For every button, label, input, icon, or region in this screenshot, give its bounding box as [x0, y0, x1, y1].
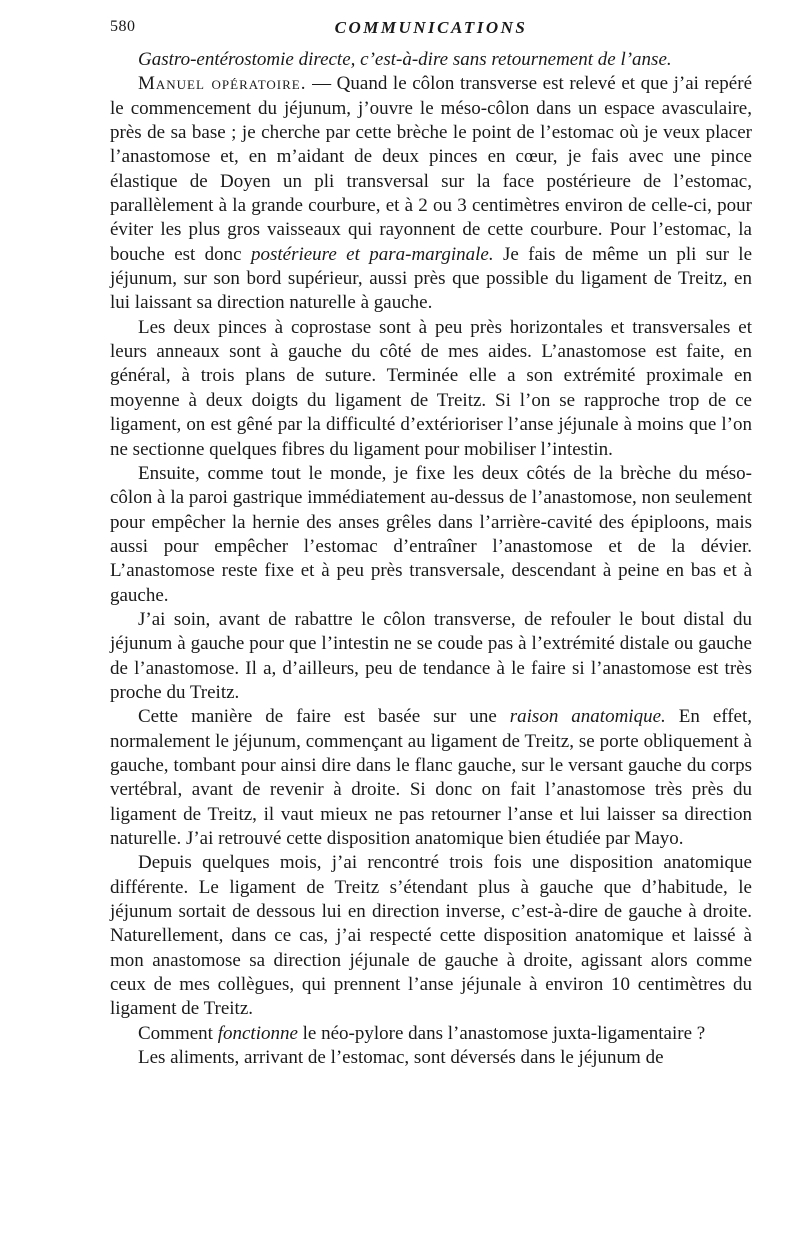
running-head: COMMUNICATIONS [334, 18, 528, 37]
emphasis-text: fonctionne [217, 1022, 298, 1044]
paragraph-8: Les aliments, arrivant de l’estomac, sont déversés dans le jéjunum de [138, 1047, 664, 1069]
page-header [110, 0, 752, 44]
section-title-text: Gastro-entérostomie directe, c’est-à-dire sans retournement de l’anse. [138, 49, 672, 70]
paragraph-1 [110, 72, 752, 315]
paragraph-7 [110, 1022, 752, 1046]
paragraph-3: Ensuite, comme tout le monde, je fixe les deux côtés de la brèche du méso-côlon à la paroi gastrique immédiatement au-dessus de l’anastomose, non seulement pour empêcher la hernie des anses grêles dans l’arrière-cavité des épiploons, mais aussi pour empêcher l’estomac d’entraîner l’anastomose et de la dévier. L’anastomose reste fixe et à peu près transversale, descendant à peine en bas et à gauche. [110, 462, 752, 606]
paragraph-5 [110, 705, 752, 851]
page-number: 580 [110, 18, 136, 35]
paragraph-text: En effet, normalement le jéjunum, commençant au ligament de Treitz, se porte obliquement à gauche, tombant pour ainsi dire dans le flanc gauche, sur le versant gauche du corps vertébral, avant de revenir à droite. Si donc on fait l’anastomose très près du ligament de Treitz, il vaut mieux ne pas retourner l’anse et lui laisser sa direction naturelle. J’ai retrouvé cette disposition anatomique bien étudiée par Mayo. [110, 706, 753, 849]
section-title [110, 48, 752, 72]
body-text [110, 48, 752, 1070]
paragraph-text: le néo-pylore dans l’anastomose juxta-ligamentaire ? [297, 1022, 706, 1044]
emphasis-text: raison anatomique. [509, 706, 666, 728]
paragraph-2: Les deux pinces à coprostase sont à peu près horizontales et transversales et leurs anneaux sont à gauche du côté de mes aides. L’anastomose est faite, en général, à trois plans de suture. Terminée elle a son extrémité proximale en moyenne à deux doigts du ligament de Treitz. Si l’on se rapproche trop de ce ligament, on est gêné par la difficulté d’extérioriser l’anse jéjunale à moins que l’on ne sectionne quelques fibres du ligament pour mobiliser l’intestin. [110, 316, 752, 460]
paragraph-text: Cette manière de faire est basée sur une [138, 706, 510, 728]
paragraph-text: — Quand le côlon transverse est relevé et que j’ai repéré le commencement du jéjunum, j’ouvre le méso-côlon dans un espace avasculaire, près de sa base ; je cherche par cette brèche le point de l’estomac où je veux placer l’anastomose et, en m’aidant de deux pinces en cœur, je fais avec une pince élastique de Doyen un pli transversal sur la face postérieure de l’estomac, parallèlement à la grande courbure, et à 2 ou 3 centimètres environ de celle-ci, pour éviter les plus gros vaisseaux qui rayonnent de cette courbure. Pour l’estomac, la bouche est donc [110, 73, 753, 265]
paragraph-text: Je fais de même un pli sur le jéjunum, sur son bord supérieur, aussi près que possible du ligament de Treitz, en lui laissant sa direction naturelle à gauche. [110, 243, 753, 314]
paragraph-text: Comment [138, 1022, 218, 1044]
paragraph-label: Manuel opératoire. [138, 73, 307, 95]
paragraph-6: Depuis quelques mois, j’ai rencontré trois fois une disposition anatomique différente. Le ligament de Treitz s’étendant plus à gauche que d’habitude, le jéjunum sortait de dessous lui en direction inverse, c’est-à-dire de gauche à droite. Naturellement, dans ce cas, j’ai respecté cette disposition anatomique et laissé à mon anastomose sa direction jéjunale de gauche à droite, agissant alors comme ceux de mes collègues, qui prennent l’anse jéjunale à environ 10 centimètres du ligament de Treitz. [110, 852, 752, 1020]
emphasis-text: postérieure et para-marginale. [250, 243, 494, 265]
paragraph-4: J’ai soin, avant de rabattre le côlon transverse, de refouler le bout distal du jéjunum à gauche pour que l’intestin ne se coude pas à l’extrémité distale ou gauche de l’anastomose. Il a, d’ailleurs, peu de tendance à le faire si l’anastomose est très proche du Treitz. [110, 608, 752, 703]
